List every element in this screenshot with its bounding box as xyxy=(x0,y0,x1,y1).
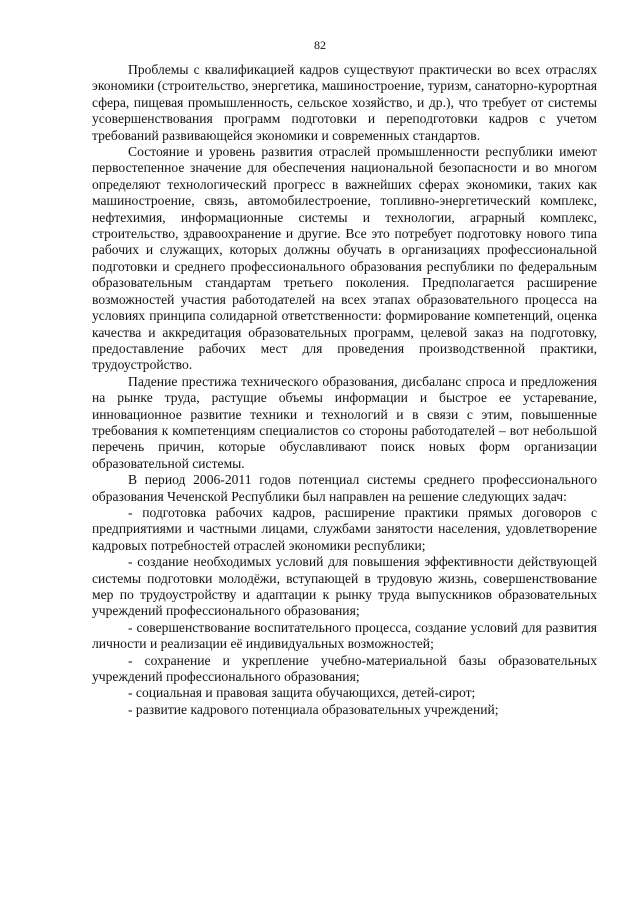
list-item: - развитие кадрового потенциала образовательных учреждений; xyxy=(128,701,499,717)
page-body xyxy=(92,62,597,718)
list-item: - подготовка рабочих кадров, расширение практики прямых договоров с предприятиями и частными лицами, службами занятости населения, удовлетворение кадровых потребностей отраслей экономики республики; xyxy=(92,504,597,553)
paragraph-tasks-intro: В период 2006-2011 годов потенциал системы среднего профессионального образования Чеченской Республики был направлен на решение следующих задач: xyxy=(92,472,597,504)
paragraph-staff-qualification: Проблемы с квалификацией кадров существуют практически во всех отраслях экономики (строительство, энергетика, машиностроение, туризм, санаторно-курортная сфера, пищевая промышленность, сельское хозяйство, и др.), что требует от системы усовершенствования программ подготовки и переподготовки кадров с учетом требований развивающейся экономики и современных стандартов. xyxy=(92,62,597,143)
list-item: - социальная и правовая защита обучающихся, детей-сирот; xyxy=(128,685,476,701)
list-item: - сохранение и укрепление учебно-материальной базы образовательных учреждений профессионального образования; xyxy=(92,652,597,685)
list-item: - создание необходимых условий для повышения эффективности действующей системы подготовки молодёжи, вступающей в трудовую жизнь, совершенствование мер по трудоустройству и адаптации к рынку труда выпускников образовательных учреждений профессионального образования; xyxy=(92,554,597,619)
page-number: 82 xyxy=(314,38,326,52)
paragraph-industry-development: Состояние и уровень развития отраслей промышленности республики имеют первостепенное значение для обеспечения национальной безопасности и во многом определяют технологический прогресс в важнейших сферах экономики, таких как машиностроение, связь, автомобилестроение, топливно-энергетический комплекс, нефтехимия, информационные системы и технологии, аграрный комплекс, строительство, здравоохранение и другие. Все это потребует подготовку нового типа рабочих и служащих, которых должны обучать в организациях профессиональной подготовки и среднего профессионального образования республики по федеральным образовательным стандартам третьего поколения. Предполагается расширение возможностей участия работодателей на всех этапах образовательного процесса на условиях принципа солидарной ответственности: формирование компетенций, оценка качества и аккредитация образовательных программ, целевой заказ на подготовку, предоставление рабочих мест для проведения производственной практики, трудоустройство. xyxy=(92,144,597,373)
list-item: - совершенствование воспитательного процесса, создание условий для развития личности и реализации её индивидуальных возможностей; xyxy=(92,619,597,652)
paragraph-prestige-decline: Падение престижа технического образования, дисбаланс спроса и предложения на рынке труда, растущие объемы информации и быстрое ее устаревание, инновационное развитие техники и технологий и в связи с этим, повышенные требования к компетенциям специалистов со стороны работодателей – вот небольшой перечень причин, которые обуславливают поиск новых форм организации образовательной системы. xyxy=(92,373,597,471)
